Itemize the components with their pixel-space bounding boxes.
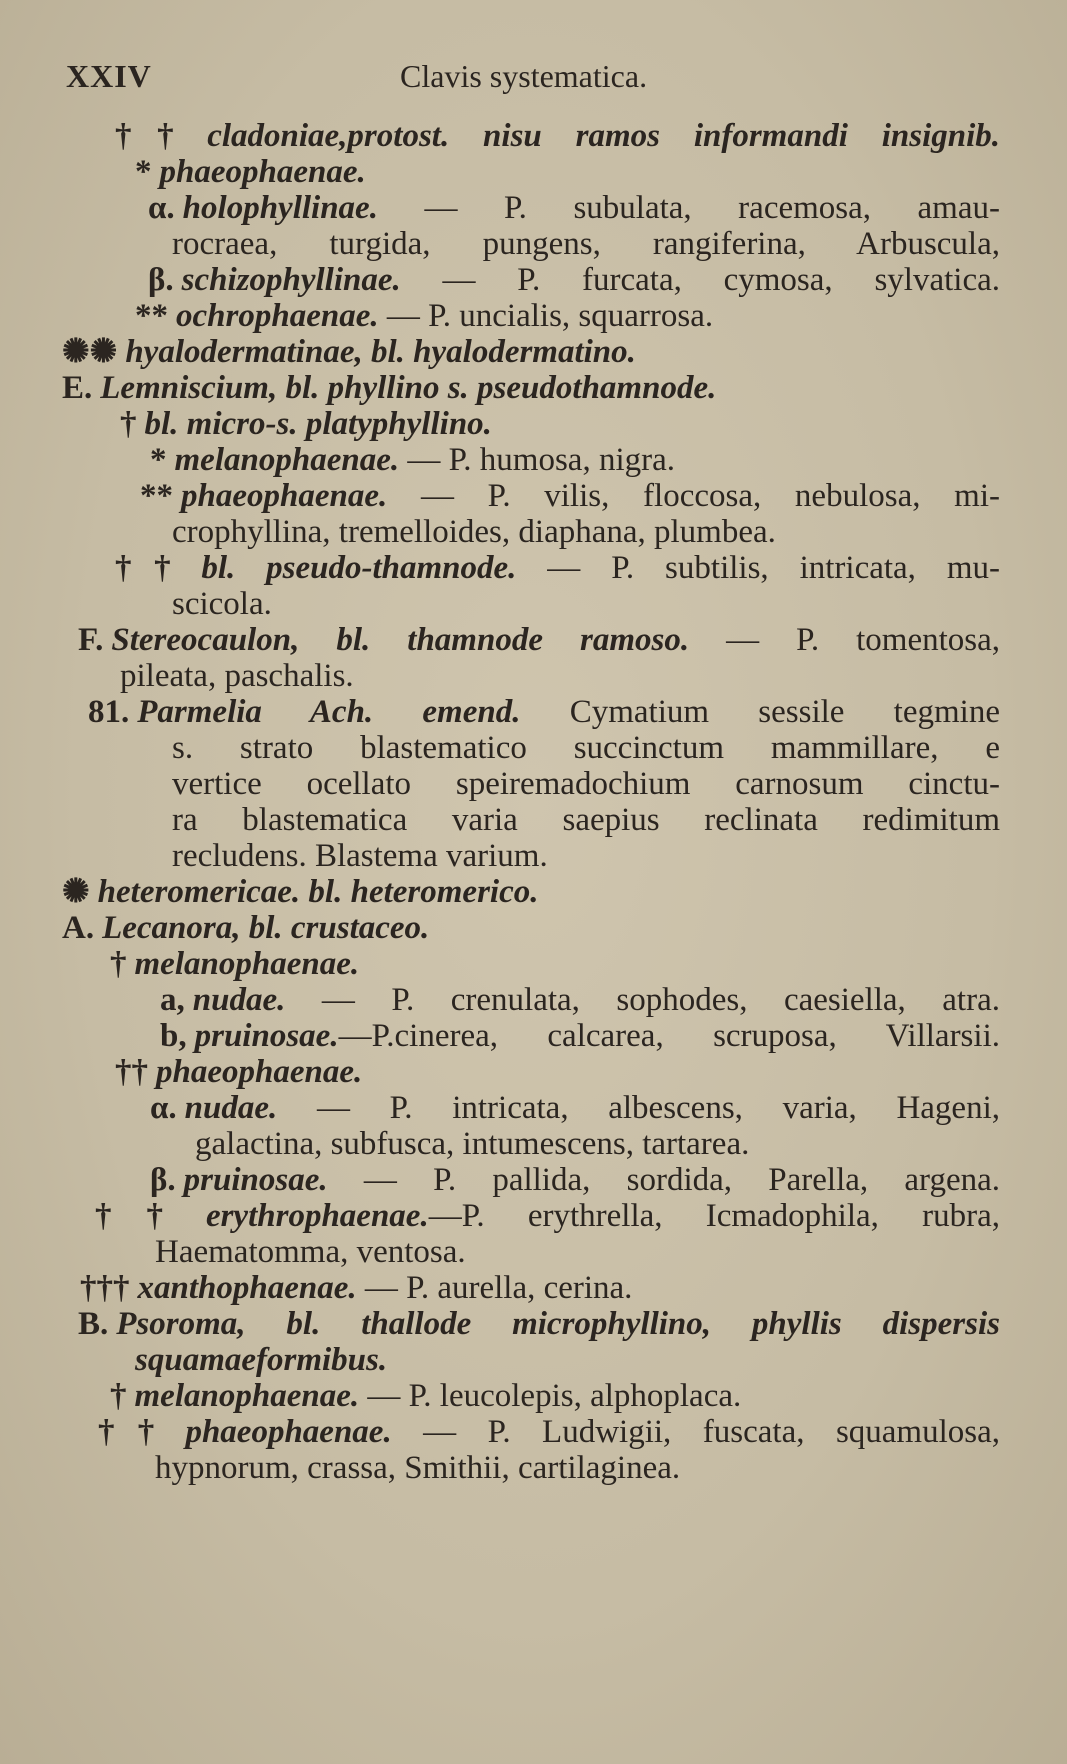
italic-text: melanophaenae. (134, 946, 360, 982)
entry-marker: †† (115, 550, 194, 586)
italic-text: squamaeformibus. (135, 1342, 388, 1378)
italic-text: bl. pseudo-thamnode. (201, 550, 517, 586)
italic-text: cladoniae,protost. nisu ramos informandi insignib. (207, 118, 1001, 154)
text-line (150, 442, 675, 478)
italic-text: nudae. (184, 1090, 278, 1126)
text-line (172, 730, 1000, 766)
text-line (78, 1306, 1000, 1342)
text-segment: galactina, subfusca, intumescens, tartarea. (195, 1126, 750, 1162)
text-line (98, 1414, 1000, 1450)
entry-marker: †† (95, 1198, 198, 1234)
text-line (62, 370, 716, 406)
text-line (95, 1198, 1000, 1234)
text-line (135, 1342, 387, 1378)
text-segment: — P. aurella, cerina. (356, 1270, 633, 1306)
text-line (78, 622, 1000, 658)
text-line (110, 1378, 741, 1414)
text-line (148, 190, 1000, 226)
text-segment: Cymatium sessile tegmine (520, 694, 1000, 730)
text-line (195, 1126, 749, 1162)
text-segment: —P.cinerea, calcarea, scruposa, Villarsii. (338, 1018, 1000, 1054)
entry-marker: †† (115, 118, 200, 154)
entry-marker: †† (115, 1054, 148, 1090)
entry-marker: †† (98, 1414, 178, 1450)
text-line (150, 1162, 1000, 1198)
entry-marker: b, (160, 1018, 187, 1054)
text-line (115, 1054, 362, 1090)
text-segment: — P. Ludwigii, fuscata, squamulosa, (391, 1414, 1001, 1450)
italic-text: pruinosae. (183, 1162, 328, 1198)
text-segment: — P. vilis, floccosa, nebulosa, mi- (387, 478, 1000, 514)
italic-text: melanophaenae. (174, 442, 400, 478)
entry-marker: ** (140, 478, 173, 514)
entry-marker: α. (150, 1090, 177, 1126)
text-segment: hypnorum, crassa, Smithii, cartilaginea. (155, 1450, 681, 1486)
page-number: XXIV (66, 58, 152, 94)
italic-text: bl. micro-s. platyphyllino. (144, 406, 492, 442)
text-line (62, 334, 636, 370)
entry-marker: A. (62, 910, 95, 946)
text-line (172, 226, 1000, 262)
text-line (120, 658, 354, 694)
text-segment: vertice ocellato speiremadochium carnosum cinctu- (172, 766, 1000, 802)
text-line (148, 262, 1000, 298)
entry-marker: B. (78, 1306, 109, 1342)
text-segment: crophyllina, tremelloides, diaphana, plumbea. (172, 514, 776, 550)
text-segment: Haematomma, ventosa. (155, 1234, 466, 1270)
text-line (135, 154, 366, 190)
italic-text: heteromericae. bl. heteromerico. (97, 874, 539, 910)
text-segment: — P. humosa, nigra. (399, 442, 676, 478)
text-segment: — P. tomentosa, (689, 622, 1000, 658)
text-line (160, 1018, 1000, 1054)
entry-marker: ✺ (62, 874, 90, 910)
text-line (115, 118, 1000, 154)
italic-text: hyalodermatinae, bl. hyalodermatino. (125, 334, 636, 370)
running-title: Clavis systematica. (400, 58, 648, 94)
entry-marker: ✺✺ (62, 334, 118, 370)
text-segment: rocraea, turgida, pungens, rangiferina, Arbuscula, (172, 226, 1000, 262)
italic-text: phaeophaenae. (181, 478, 388, 514)
text-line (88, 694, 1000, 730)
text-line (115, 550, 1000, 586)
italic-text: Parmelia Ach. emend. (137, 694, 521, 730)
text-line (155, 1450, 680, 1486)
text-segment: pileata, paschalis. (120, 658, 354, 694)
italic-text: Lecanora, bl. crustaceo. (102, 910, 430, 946)
text-segment: — P. furcata, cymosa, sylvatica. (400, 262, 1000, 298)
italic-text: erythrophaenae. (205, 1198, 429, 1234)
entry-marker: α. (148, 190, 175, 226)
italic-text: nudae. (192, 982, 286, 1018)
text-segment: — P. subulata, racemosa, amau- (377, 190, 1000, 226)
italic-text: ochrophaenae. (176, 298, 379, 334)
text-segment: — P. intricata, albescens, varia, Hageni, (277, 1090, 1000, 1126)
entry-marker: β. (148, 262, 174, 298)
text-line (62, 910, 429, 946)
text-segment: — P. pallida, sordida, Parella, argena. (327, 1162, 1000, 1198)
italic-text: schizophyllinae. (181, 262, 401, 298)
italic-text: phaeophaenae. (159, 154, 366, 190)
entry-marker: † (120, 406, 137, 442)
entry-marker: 81. (88, 694, 130, 730)
text-line (172, 838, 548, 874)
text-segment: — P. crenulata, sophodes, caesiella, atra. (285, 982, 1000, 1018)
italic-text: holophyllinae. (182, 190, 378, 226)
text-segment: recludens. Blastema varium. (172, 838, 548, 874)
text-line (172, 802, 1000, 838)
text-segment: — P. uncialis, squarrosa. (378, 298, 714, 334)
entry-marker: ** (135, 298, 168, 334)
italic-text: Stereocaulon, bl. thamnode ramoso. (111, 622, 690, 658)
italic-text: melanophaenae. (134, 1378, 360, 1414)
italic-text: Psoroma, bl. thallode microphyllino, phyllis dispersis (116, 1306, 1000, 1342)
text-line (150, 1090, 1000, 1126)
text-segment: — P. subtilis, intricata, mu- (516, 550, 1000, 586)
entry-marker: † (110, 946, 127, 982)
text-line (160, 982, 1000, 1018)
text-line (172, 766, 1000, 802)
entry-marker: * (150, 442, 167, 478)
text-segment: scicola. (172, 586, 272, 622)
text-line (110, 946, 359, 982)
text-segment: ra blastematica varia saepius reclinata redimitum (172, 802, 1000, 838)
italic-text: phaeophaenae. (185, 1414, 392, 1450)
italic-text: Lemniscium, bl. phyllino s. pseudothamnode. (100, 370, 717, 406)
text-line (135, 298, 713, 334)
entry-marker: † (110, 1378, 127, 1414)
text-segment: —P. erythrella, Icmadophila, rubra, (428, 1198, 1001, 1234)
italic-text: xanthophaenae. (137, 1270, 357, 1306)
entry-marker: ††† (80, 1270, 130, 1306)
text-segment: — P. leucolepis, alphoplaca. (359, 1378, 742, 1414)
text-segment: s. strato blastematico succinctum mammillare, e (172, 730, 1000, 766)
italic-text: phaeophaenae. (156, 1054, 363, 1090)
text-line (80, 1270, 632, 1306)
entry-marker: * (135, 154, 152, 190)
entry-marker: F. (78, 622, 104, 658)
entry-marker: a, (160, 982, 185, 1018)
text-line (155, 1234, 466, 1270)
entry-marker: E. (62, 370, 93, 406)
text-line (120, 406, 492, 442)
text-line (62, 874, 538, 910)
italic-text: pruinosae. (194, 1018, 339, 1054)
entry-marker: β. (150, 1162, 176, 1198)
text-line (172, 586, 272, 622)
text-line (140, 478, 1000, 514)
text-line (172, 514, 776, 550)
